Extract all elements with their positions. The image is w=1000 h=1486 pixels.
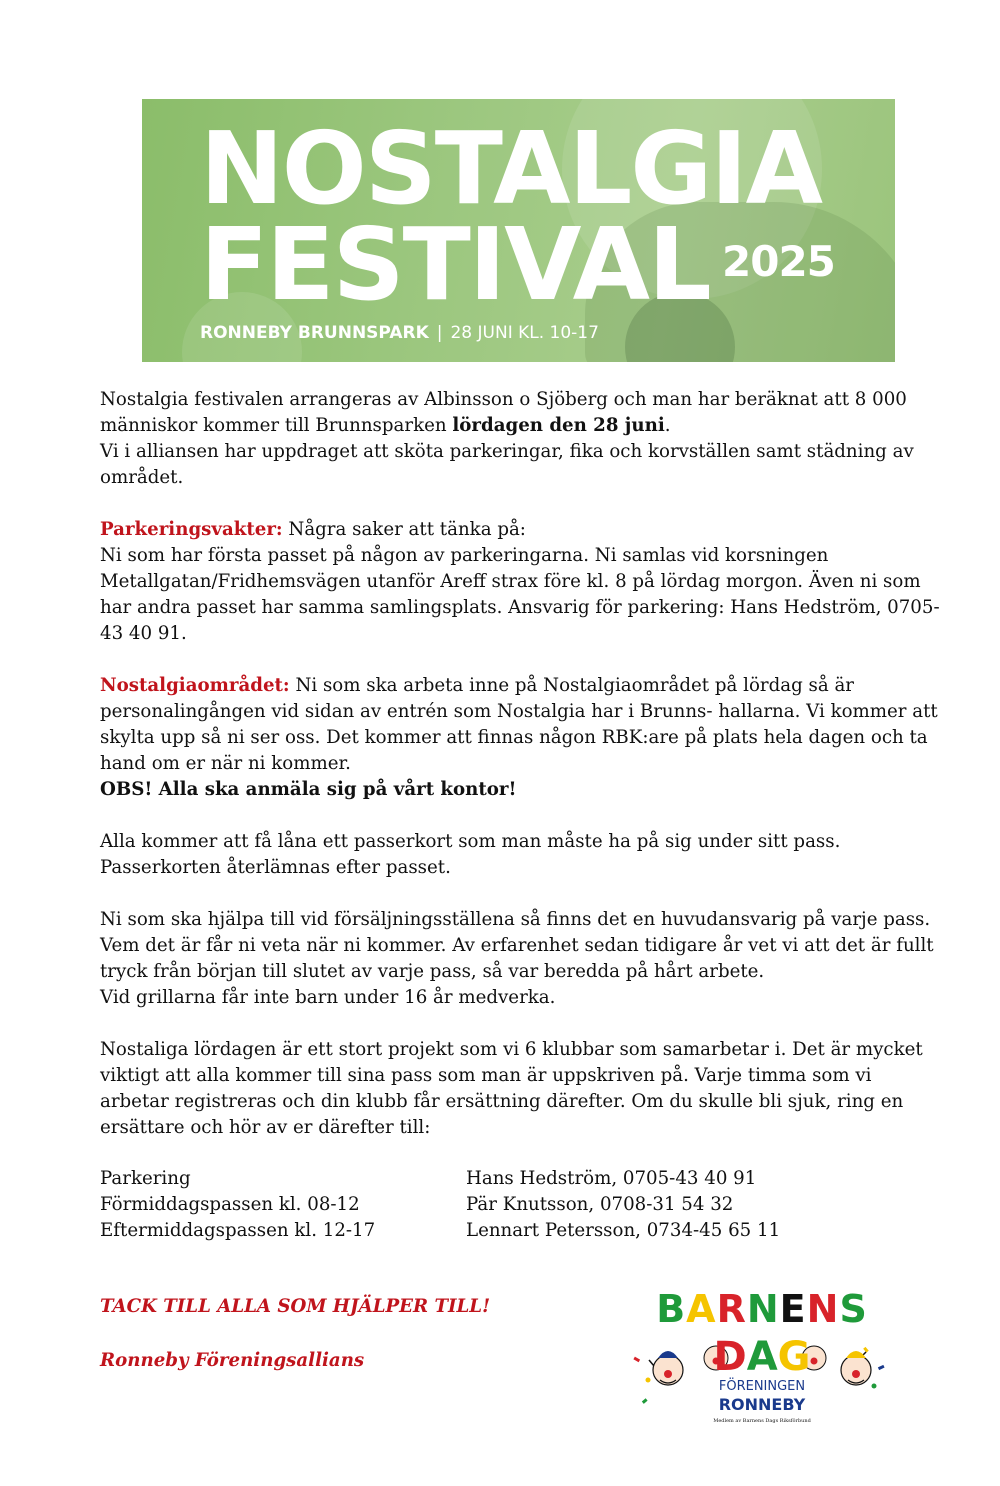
logo-letter-10: G bbox=[777, 1334, 811, 1380]
parking-heading: Parkeringsvakter: bbox=[100, 519, 283, 540]
contact-person: Hans Hedström, 0705-43 40 91 bbox=[466, 1168, 757, 1189]
contact-row bbox=[100, 1192, 780, 1218]
banner-separator: | bbox=[436, 323, 443, 343]
banner-year: 2025 bbox=[722, 237, 835, 286]
parking-text: Ni som har första passet på någon av parkeringarna. Ni samlas vid korsningen Metallgatan/Fridhemsvägen utanför Areff strax före kl. 8 på lördag morgon. Även ni som har andra passet har samma samlingsplats. Ansvarig för parkering: Hans Hedström, 0705-43 40 91. bbox=[100, 545, 940, 644]
logo-letter-7: S bbox=[839, 1288, 868, 1331]
intro-date: lördagen den 28 juni bbox=[452, 415, 665, 436]
area-obs bbox=[100, 777, 940, 803]
parking-lead: Några saker att tänka på: bbox=[282, 519, 526, 540]
contact-person: Lennart Petersson, 0734-45 65 11 bbox=[466, 1220, 781, 1241]
logo-letter-5: E bbox=[779, 1288, 807, 1331]
passcard-paragraph: Alla kommer att få låna ett passerkort som man måste ha på sig under sitt pass. Passerkorten återlämnas efter passet. bbox=[100, 831, 841, 878]
banner-title-line2: FESTIVAL bbox=[200, 206, 710, 323]
obs-text: OBS! Alla ska anmäla sig på vårt kontor! bbox=[100, 779, 517, 800]
festival-banner bbox=[142, 99, 895, 362]
banner-date: 28 JUNI KL. 10-17 bbox=[450, 323, 599, 343]
contact-role: Eftermiddagspassen kl. 12-17 bbox=[100, 1220, 376, 1241]
logo-tagline: Medlem av Barnens Dags Riksförbund bbox=[713, 1418, 811, 1424]
sales-paragraph: Ni som ska hjälpa till vid försäljningsställena så finns det en huvudansvarig på varje pass. Vem det är får ni veta när ni kommer. Av erfarenhet sedan tidigare år vet vi att det är fullt tryck från början till slutet av varje pass, så var beredda på hårt arbete. bbox=[100, 909, 934, 982]
intro-paragraph bbox=[100, 387, 940, 439]
area-text: Ni som ska arbeta inne på Nostalgiaområdet på lördag så är personalingången vid sidan av entrén som Nostalgia har i Brunns- hallarna. Vi kommer att skylta upp så ni ser oss. Det kommer att finnas någon RBK:are på plats hela dagen och ta hand om er när ni kommer. bbox=[100, 675, 938, 774]
logo-letter-8: D bbox=[713, 1334, 747, 1380]
contact-row bbox=[100, 1218, 780, 1244]
clown-right-icon bbox=[841, 1351, 871, 1385]
signature-line: Ronneby Föreningsallians bbox=[100, 1350, 365, 1371]
logo-org: FÖRENINGEN bbox=[718, 1379, 806, 1394]
logo-letter-6: N bbox=[806, 1288, 840, 1331]
banner-title-line1: NOSTALGIA bbox=[200, 110, 821, 227]
area-heading: Nostalgiaområdet: bbox=[100, 675, 290, 696]
clown-left-icon bbox=[653, 1351, 683, 1385]
letter-body bbox=[100, 387, 940, 1141]
contact-role: Förmiddagspassen kl. 08-12 bbox=[100, 1194, 360, 1215]
banner-venue: RONNEBY BRUNNSPARK bbox=[200, 323, 429, 343]
grill-note: Vid grillarna får inte barn under 16 år medverka. bbox=[100, 987, 556, 1008]
contact-list bbox=[100, 1166, 780, 1244]
contact-person: Pär Knutsson, 0708-31 54 32 bbox=[466, 1194, 734, 1215]
banner-subtitle bbox=[200, 323, 599, 343]
intro-line2: Vi i alliansen har uppdraget att sköta parkeringar, fika och korvställen samt städning av området. bbox=[100, 441, 914, 488]
contact-role: Parkering bbox=[100, 1168, 191, 1189]
logo-word2 bbox=[713, 1334, 810, 1380]
intro-text: Nostalgia festivalen arrangeras av Albinsson o Sjöberg och man har beräknat att 8 000 människor kommer till Brunnsparken bbox=[100, 389, 907, 436]
area-paragraph bbox=[100, 673, 940, 777]
logo-letter-9: A bbox=[746, 1334, 778, 1380]
contact-row bbox=[100, 1166, 780, 1192]
thanks-line: TACK TILL ALLA SOM HJÄLPER TILL! bbox=[100, 1296, 491, 1317]
logo-letter-3: R bbox=[716, 1288, 747, 1331]
logo-letter-1: B bbox=[656, 1288, 687, 1331]
logo-letter-2: A bbox=[686, 1288, 717, 1331]
logo-word1 bbox=[656, 1288, 868, 1331]
intro-end: . bbox=[664, 415, 671, 436]
project-paragraph: Nostaliga lördagen är ett stort projekt som vi 6 klubbar som samarbetar i. Det är mycket viktigt att alla kommer till sina pass som man är uppskriven på. Varje timma som vi arbetar registreras och din klubb får ersättning därefter. Om du skulle bli sjuk, ring en ersättare och hör av er därefter till: bbox=[100, 1039, 923, 1138]
parking-paragraph bbox=[100, 517, 940, 543]
logo-letter-4: N bbox=[746, 1288, 780, 1331]
logo-city: RONNEBY bbox=[718, 1395, 806, 1414]
barnens-dag-logo bbox=[628, 1288, 896, 1433]
